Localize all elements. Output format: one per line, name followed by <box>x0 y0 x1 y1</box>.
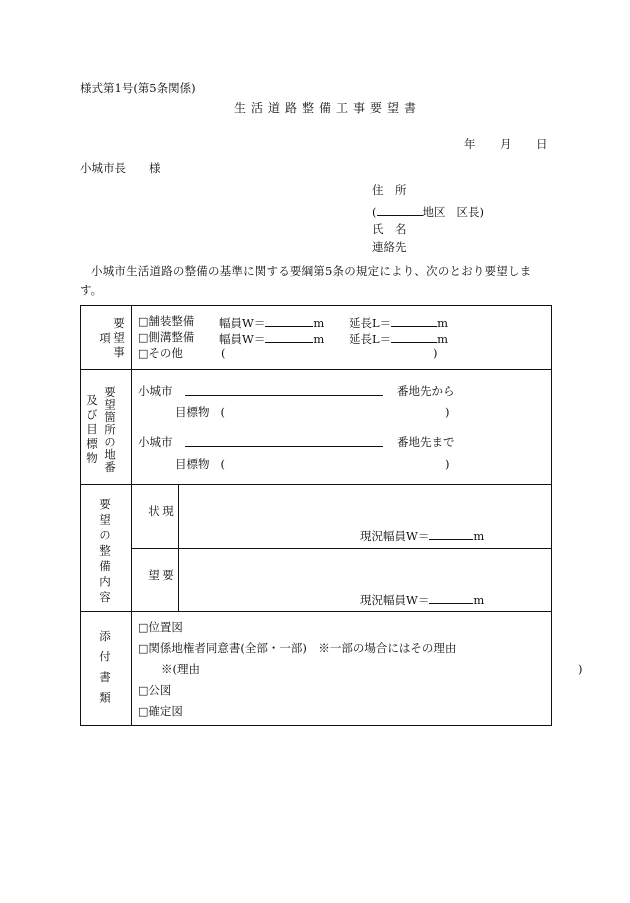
district-line <box>372 205 484 219</box>
gutter-width-unit: m <box>313 332 325 346</box>
request-width-blank[interactable] <box>429 593 473 604</box>
location-checkbox[interactable]: □ <box>138 621 149 634</box>
from-address-blank[interactable] <box>185 395 383 396</box>
request-form-table <box>80 305 583 726</box>
paving-length-label: 延長L＝ <box>349 316 392 330</box>
paving-width <box>219 316 324 330</box>
gutter-length-label: 延長L＝ <box>349 332 392 346</box>
to-landmark-open: ( <box>220 457 225 471</box>
paving-length-unit: m <box>437 316 449 330</box>
section2-label-col1: 及び目標物 <box>85 393 99 467</box>
paving-length <box>349 316 448 330</box>
paving-length-blank[interactable] <box>391 316 437 327</box>
gutter-label: 側溝整備 <box>148 330 195 344</box>
gutter-width-blank[interactable] <box>265 332 313 343</box>
location-label: 位置図 <box>148 620 183 634</box>
current-width-unit: m <box>473 529 485 543</box>
confirmed-map-checkbox[interactable]: □ <box>138 705 149 718</box>
section4-label: 添付書類 <box>98 630 112 712</box>
to-landmark-close: ) <box>445 457 450 471</box>
district-blank[interactable] <box>377 205 423 216</box>
contact-label: 連絡先 <box>372 240 407 254</box>
section2-label-cell <box>81 370 132 485</box>
district-label: 地区 <box>422 205 446 219</box>
paving-width-blank[interactable] <box>265 316 313 327</box>
gutter-width-label: 幅員W＝ <box>219 332 266 346</box>
attach-consent <box>138 643 456 655</box>
intro-line2: す。 <box>80 283 103 297</box>
section1-label-cell <box>81 306 132 370</box>
request-width-unit: m <box>473 593 485 607</box>
district-prefix: ( <box>372 205 377 219</box>
to-city: 小城市 <box>138 435 173 449</box>
to-address-blank[interactable] <box>185 446 383 447</box>
ward-label: 区長) <box>456 205 484 219</box>
other-close-paren: ) <box>433 346 438 360</box>
consent-reason-close: ) <box>578 662 583 676</box>
to-landmark-label: 目標物 <box>175 457 210 471</box>
to-suffix: 番地先まで <box>397 435 455 449</box>
section1-label: 要望事項 <box>98 317 126 361</box>
page-title: 生活道路整備工事要望書 <box>234 101 422 115</box>
addressee: 小城市長 様 <box>80 161 161 175</box>
consent-reason-open: ※(理由 <box>161 662 200 676</box>
form-number: 様式第1号(第5条関係) <box>80 81 196 95</box>
paving-label: 舗装整備 <box>148 314 195 328</box>
request-label: 要望 <box>147 569 175 591</box>
address-label: 住 所 <box>372 183 407 197</box>
gutter-length <box>349 332 448 346</box>
section4-content <box>132 612 583 726</box>
gutter-length-unit: m <box>437 332 449 346</box>
paving-width-unit: m <box>313 316 325 330</box>
row-paving <box>138 316 194 328</box>
section1-content <box>132 306 552 370</box>
paving-width-label: 幅員W＝ <box>219 316 266 330</box>
date-month: 月 <box>500 137 512 151</box>
section2-content <box>132 370 552 485</box>
intro-line1: 小城市生活道路の整備の基準に関する要綱第5条の規定により、次のとおり要望しま <box>91 264 532 278</box>
from-city: 小城市 <box>138 384 173 398</box>
to-landmark <box>175 459 225 471</box>
attach-public-map <box>138 685 171 697</box>
other-open-paren: ( <box>221 346 226 360</box>
section4-label-cell <box>81 612 132 726</box>
current-width <box>360 529 484 543</box>
other-checkbox[interactable]: □ <box>138 347 149 360</box>
consent-label: 関係地権者同意書(全部・一部) ※一部の場合にはその理由 <box>148 641 457 655</box>
gutter-checkbox[interactable]: □ <box>138 331 149 344</box>
date-year: 年 <box>464 137 476 151</box>
request-width <box>360 593 484 607</box>
gutter-length-blank[interactable] <box>391 332 437 343</box>
section3-divider-horiz <box>132 548 552 549</box>
section3-label-cell <box>81 485 132 612</box>
from-landmark-label: 目標物 <box>175 405 210 419</box>
section3-label: 要望の整備内容 <box>98 497 112 607</box>
request-width-label: 現況幅員W＝ <box>360 593 430 607</box>
confirmed-map-label: 確定図 <box>148 704 183 718</box>
consent-checkbox[interactable]: □ <box>138 642 149 655</box>
attach-confirmed-map <box>138 706 183 718</box>
row-gutter <box>138 332 194 344</box>
section2-label-col2: 要望箇所の地番 <box>103 386 117 474</box>
from-landmark-close: ) <box>445 405 450 419</box>
from-suffix: 番地先から <box>397 384 455 398</box>
name-label: 氏 名 <box>372 222 407 236</box>
attach-location <box>138 622 183 634</box>
gutter-width <box>219 332 324 346</box>
public-map-label: 公図 <box>148 683 172 697</box>
current-width-label: 現況幅員W＝ <box>360 529 430 543</box>
row-other <box>138 348 183 360</box>
other-label: その他 <box>148 346 183 360</box>
current-width-blank[interactable] <box>429 529 473 540</box>
paving-checkbox[interactable]: □ <box>138 315 149 328</box>
date-day: 日 <box>536 137 548 151</box>
from-landmark <box>175 407 225 419</box>
current-label: 現状 <box>147 505 175 527</box>
section3-content <box>132 485 552 612</box>
public-map-checkbox[interactable]: □ <box>138 684 149 697</box>
from-landmark-open: ( <box>220 405 225 419</box>
